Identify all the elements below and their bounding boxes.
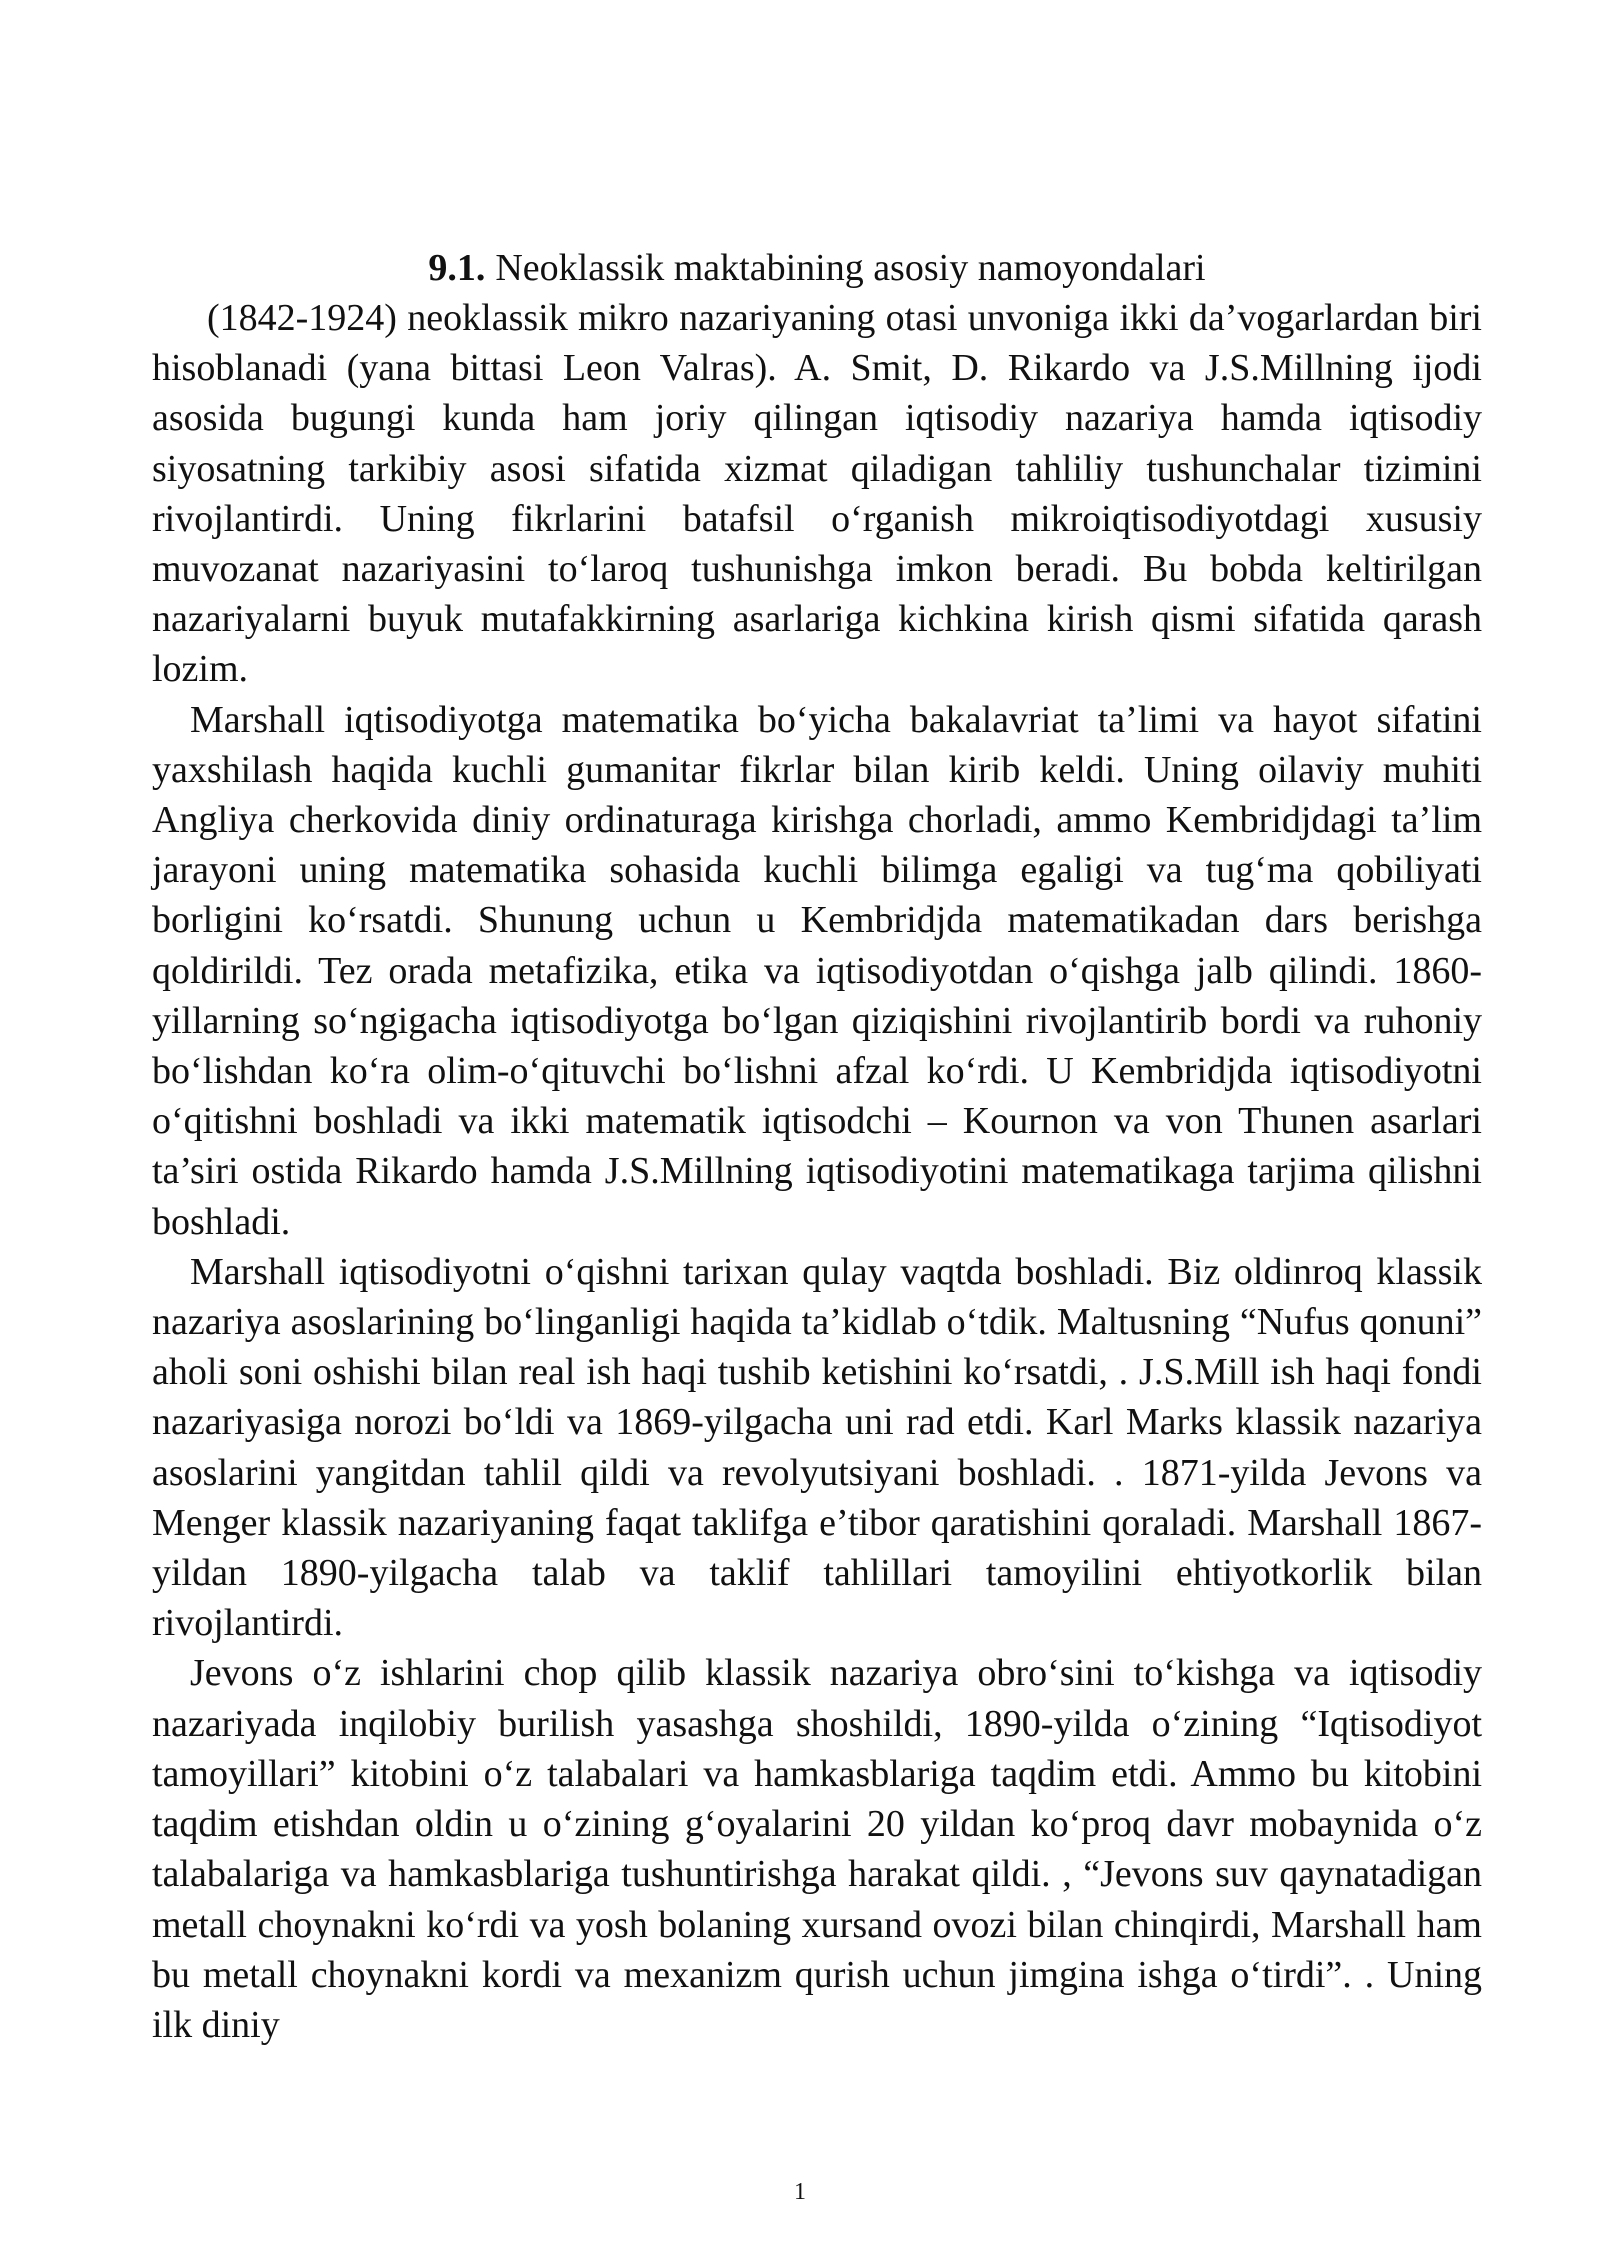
paragraph-4: Jevons o‘z ishlarini chop qilib klassik nazariya obro‘sini to‘kishga va iqtisodiy nazariyada inqilobiy burilish yasashga shoshildi, 1890-yilda o‘zining “Iqtisodiyot tamoyillari” kitobini o‘z talabalari va hamkasblariga taqdim etdi. Ammo bu kitobini taqdim etishdan oldin u o‘zining g‘oyalarini 20 yildan ko‘proq davr mobaynida o‘z talabalariga va hamkasblariga tushuntirishga harakat qildi. , “Jevons suv qaynatadigan metall choynakni ko‘rdi va yosh bolaning xursand ovozi bilan chinqirdi, Marshall ham bu metall choynakni kordi va mexanizm qurish uchun jimgina ishga o‘tirdi”. . Uning ilk diniy xyxy=(152,1652,1482,2046)
page-content xyxy=(152,243,1482,2050)
section-heading xyxy=(152,243,1482,293)
paragraph-3: Marshall iqtisodiyotni o‘qishni tarixan qulay vaqtda boshladi. Biz oldinroq klassik nazariya asoslarining bo‘linganligi haqida ta’kidlab o‘tdik. Maltusning “Nufus qonuni” aholi soni oshishi bilan real ish haqi tushib ketishini ko‘rsatdi, . J.S.Mill ish haqi fondi nazariyasiga norozi bo‘ldi va 1869-yilgacha uni rad etdi. Karl Marks klassik nazariya asoslarini yangitdan tahlil qildi va revolyutsiyani boshladi. . 1871-yilda Jevons va Menger klassik nazariyaning faqat taklifga e’tibor qaratishini qoraladi. Marshall 1867-yildan 1890-yilgacha talab va taklif tahlillari tamoyilini ehtiyotkorlik bilan rivojlantirdi. xyxy=(152,1250,1482,1645)
paragraph-2: Marshall iqtisodiyotga matematika bo‘yicha bakalavriat ta’limi va hayot sifatini yaxshilash haqida kuchli gumanitar fikrlar bilan kirib keldi. Uning oilaviy muhiti Angliya cherkovida diniy ordinaturaga kirishga chorladi, ammo Kembridjdagi ta’lim jarayoni uning matematika sohasida kuchli bilimga egaligi va tug‘ma qobiliyati borligini ko‘rsatdi. Shunung uchun u Kembridjda matematikadan dars berishga qoldirildi. Tez orada metafizika, etika va iqtisodiyotdan o‘qishga jalb qilindi. 1860-yillarning so‘ngigacha iqtisodiyotga bo‘lgan qiziqishini rivojlantirib bordi va ruhoniy bo‘lishdan ko‘ra olim-o‘qituvchi bo‘lishni afzal ko‘rdi. U Kembridjda iqtisodiyotni o‘qitishni boshladi va ikki matematik iqtisodchi – Kournon va von Thunen asarlari ta’siri ostida Rikardo hamda J.S.Millning iqtisodiyotini matematikaga tarjima qilishni boshladi. xyxy=(152,698,1482,1243)
page-number: 1 xyxy=(794,2179,806,2205)
section-title: Neoklassik maktabining asosiy namoyondalari xyxy=(495,247,1206,289)
section-number: 9.1. xyxy=(428,247,486,289)
paragraph-1: (1842-1924) neoklassik mikro nazariyaning otasi unvoniga ikki da’vogarlardan biri hisoblanadi (yana bittasi Leon Valras). A. Smit, D. Rikardo va J.S.Millning ijodi asosida bugungi kunda ham joriy qilingan iqtisodiy nazariya hamda iqtisodiy siyosatning tarkibiy asosi sifatida xizmat qiladigan tahliliy tushunchalar tizimini rivojlantirdi. Uning fikrlarini batafsil o‘rganish mikroiqtisodiyotdagi xususiy muvozanat nazariyasini to‘laroq tushunishga imkon beradi. Bu bobda keltirilgan nazariyalarni buyuk mutafakkirning asarlariga kichkina kirish qismi sifatida qarash lozim. xyxy=(152,297,1482,691)
